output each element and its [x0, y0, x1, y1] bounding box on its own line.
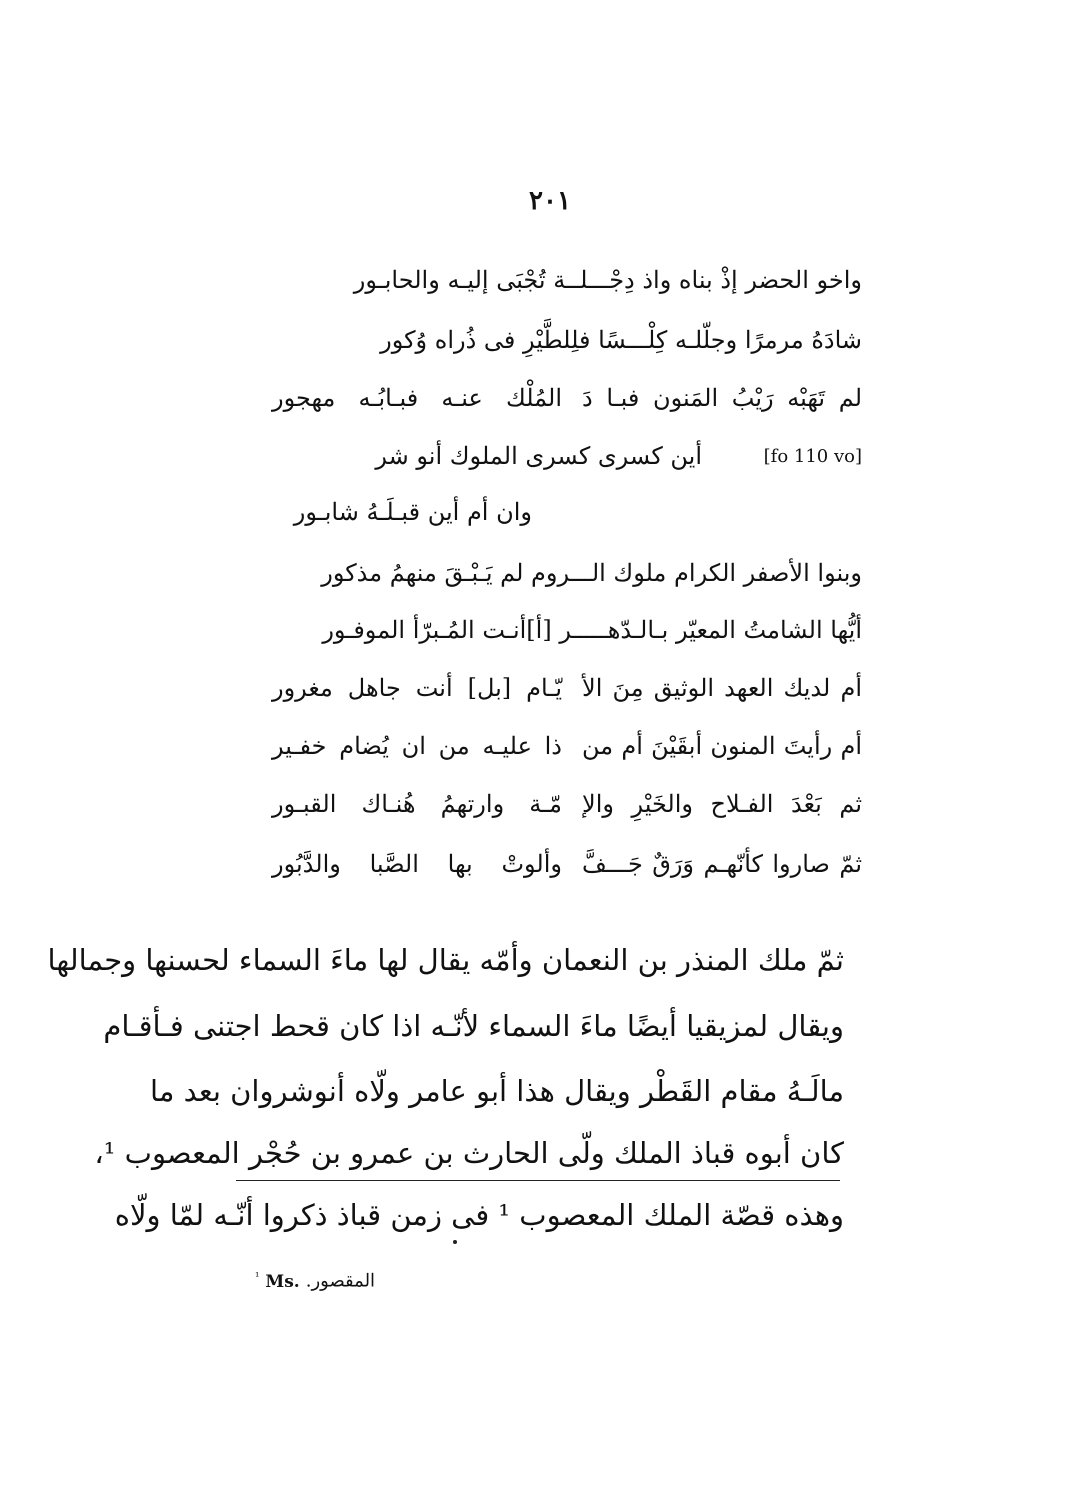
verse-line: [242, 670, 862, 706]
prose-line: كان أبوه قباذ الملك ولّى الحارث بن عمرو بن حُجْر المعصوب ¹،: [94, 1136, 844, 1170]
verse-hemistich-first: أم رأيتَ المنون أبقَيْنَ أم من: [582, 732, 862, 760]
verse-hemistich-second: وألوتْ بها الصَّبا والدَّبُور: [272, 850, 562, 878]
verse-text: أيُّها الشامتُ المعيّر بـالـدّهـــــر [أ]أنـت المُـبرّأ الموفـور: [322, 616, 862, 644]
verse-line: [242, 322, 862, 358]
verse-line: [242, 380, 862, 416]
verse-hemistich-second: مّـة وارتهمُ هُنـاك القبـور: [272, 790, 562, 818]
folio-marker: [fo 110 vo]: [763, 446, 862, 467]
prose-line: وهذه قصّة الملك المعصوب ¹ فى زمن قباذ ذكروا أنّـه لمّا ولّاه: [114, 1198, 844, 1232]
verse-text: أين كسرى كسرى الملوك أنو شر: [375, 442, 702, 470]
prose-line: ثمّ ملك المنذر بن النعمان وأمّه يقال لها ماءَ السماء لحسنها وجمالها: [47, 943, 844, 977]
verse-hemistich-first: ثمّ صاروا كأنّهـم وَرَقٌ جَـــفَّ: [582, 850, 862, 878]
page-number: ٢٠١: [529, 186, 571, 216]
verse-hemistich-first: أم لديك العهد الوثيق مِنَ الأ: [582, 674, 862, 702]
verse-line: [232, 494, 532, 530]
prose-line: ويقال لمزيقيا أيضًا ماءَ السماء لأنّـه اذا كان قحط اجتنى فـأقـام: [103, 1009, 844, 1043]
verse-hemistich-second: المُلْك عنـه فبـابُـه مهجور: [272, 384, 562, 412]
verse-line: [242, 786, 862, 822]
verse-hemistich-second: ذا عليـه من ان يُضام خفـير: [272, 732, 562, 760]
verse-line: [242, 555, 862, 591]
verse-line: [242, 728, 862, 764]
verse-hemistich-second: يّـام [بل] أنت جاهل مغرور: [272, 674, 562, 702]
footnote-text: المقصور.: [305, 1270, 376, 1292]
verse-text: واخو الحضر إذْ بناه واذ دِجْـــلــة تُجْبَى إليـه والحابـور: [353, 266, 862, 294]
footnote-mark: ¹: [255, 1270, 260, 1283]
verse-hemistich-first: لم تَهَبْه رَيْبُ المَنون فبـا دَ: [582, 384, 862, 412]
verse-text: وان أم أين قبـلَـهُ شابـور: [293, 498, 532, 526]
verse-line: [242, 612, 862, 648]
verse-line: [242, 846, 862, 882]
text-underline: [236, 1180, 840, 1181]
verse-hemistich-first: ثم بَعْدَ الفـلاح والخَيْرِ والإ: [582, 790, 862, 818]
verse-text: وبنوا الأصفر الكرام ملوك الـــروم لم يَـبْـقَ منهمُ مذكور: [321, 559, 862, 587]
print-dot: [453, 1240, 457, 1244]
footnote: [255, 1270, 375, 1292]
prose-line: مالَـهُ مقام القَطْر ويقال هذا أبو عامر ولّاه أنوشروان بعد ما: [150, 1074, 844, 1108]
verse-line: [242, 262, 862, 298]
footnote-ms: Ms.: [265, 1271, 300, 1292]
verse-text: شادَهُ مرمرًا وجلّلـه كِلْـــسًا فلِلطَّيْرِ فى ذُراه وُكور: [380, 326, 862, 354]
